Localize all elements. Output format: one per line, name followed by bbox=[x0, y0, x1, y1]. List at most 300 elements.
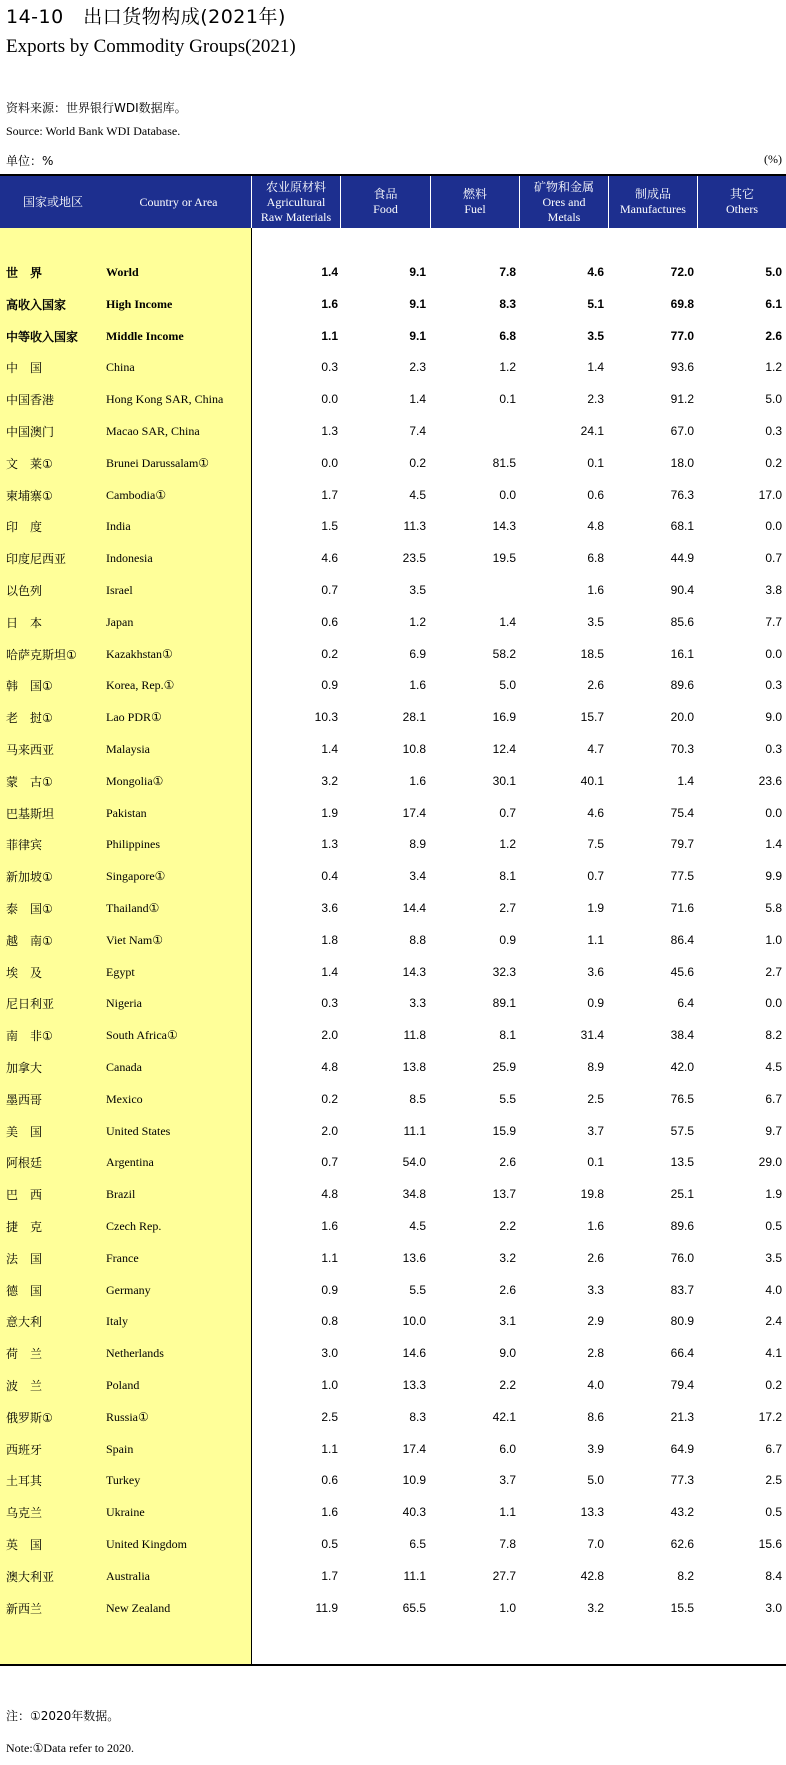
row-value: 0.2 bbox=[765, 1378, 782, 1392]
row-value: 1.4 bbox=[409, 392, 426, 407]
table-row bbox=[0, 1210, 786, 1242]
row-value: 7.0 bbox=[587, 1537, 604, 1551]
row-value: 13.3 bbox=[580, 1505, 604, 1520]
row-value: 0.0 bbox=[321, 455, 338, 470]
row-value: 3.2 bbox=[499, 1250, 516, 1265]
row-value: 2.7 bbox=[765, 964, 782, 979]
row-value: 15.9 bbox=[492, 1123, 516, 1138]
row-country-cn: 马来西亚 bbox=[6, 743, 55, 757]
table-row bbox=[0, 797, 786, 829]
row-value: 1.6 bbox=[321, 1219, 338, 1233]
row-value: 6.8 bbox=[499, 328, 516, 343]
row-value: 89.6 bbox=[670, 678, 694, 693]
row-value: 4.5 bbox=[409, 487, 426, 502]
row-country-cn: 文 莱① bbox=[6, 456, 53, 471]
row-value: 42.8 bbox=[580, 1568, 604, 1583]
row-value: 3.2 bbox=[587, 1600, 604, 1615]
row-country-cn: 捷 克 bbox=[6, 1220, 43, 1234]
row-value: 75.4 bbox=[670, 805, 694, 820]
row-value: 72.0 bbox=[670, 265, 694, 279]
row-value: 40.3 bbox=[402, 1505, 426, 1520]
row-country-en: Spain bbox=[106, 1441, 134, 1456]
row-value: 1.1 bbox=[499, 1505, 516, 1520]
header-others: 其它 Others bbox=[697, 176, 786, 228]
row-value: 0.0 bbox=[499, 487, 516, 502]
row-value: 0.2 bbox=[765, 455, 782, 470]
header-fuel: 燃料 Fuel bbox=[430, 176, 519, 228]
table-row bbox=[0, 1019, 786, 1051]
row-country-cn: 中国澳门 bbox=[6, 425, 55, 439]
row-value: 1.5 bbox=[321, 519, 338, 534]
row-value: 1.2 bbox=[765, 360, 782, 375]
row-value: 2.2 bbox=[499, 1219, 516, 1233]
row-country-cn: 世 界 bbox=[6, 266, 43, 280]
row-value: 8.2 bbox=[765, 1028, 782, 1043]
row-country-cn: 荷 兰 bbox=[6, 1347, 43, 1362]
row-value: 8.3 bbox=[499, 296, 516, 311]
row-value: 1.7 bbox=[321, 1568, 338, 1583]
row-value: 5.5 bbox=[409, 1282, 426, 1297]
row-value: 17.2 bbox=[758, 1409, 782, 1424]
page-title-en: Exports by Commodity Groups(2021) bbox=[6, 36, 296, 57]
row-country-en: Philippines bbox=[106, 837, 161, 852]
row-country-en: Canada bbox=[106, 1060, 142, 1074]
row-value: 91.2 bbox=[670, 392, 694, 407]
row-value: 0.9 bbox=[587, 996, 604, 1011]
row-value: 1.4 bbox=[765, 837, 782, 852]
row-country-cn: 印 度 bbox=[6, 520, 43, 535]
row-country-cn: 尼日利亚 bbox=[6, 997, 55, 1012]
row-value: 3.5 bbox=[765, 1250, 782, 1265]
row-value: 11.8 bbox=[403, 1028, 426, 1043]
row-value: 2.5 bbox=[765, 1473, 782, 1488]
table-row bbox=[0, 892, 786, 924]
row-value: 5.0 bbox=[765, 392, 782, 407]
row-country-en: Turkey bbox=[106, 1473, 141, 1488]
row-value: 2.3 bbox=[409, 360, 426, 375]
row-country-cn: 加拿大 bbox=[6, 1061, 43, 1075]
row-value: 30.1 bbox=[492, 773, 516, 788]
row-value: 25.1 bbox=[670, 1187, 694, 1202]
row-value: 4.5 bbox=[765, 1060, 782, 1074]
row-value: 0.5 bbox=[765, 1219, 782, 1233]
row-country-cn: 土耳其 bbox=[6, 1474, 43, 1489]
row-country-en: Kazakhstan① bbox=[106, 646, 173, 661]
row-value: 0.1 bbox=[587, 1155, 604, 1170]
row-value: 4.1 bbox=[765, 1346, 782, 1361]
row-value: 2.7 bbox=[499, 901, 516, 915]
row-country-cn: 越 南① bbox=[6, 933, 53, 948]
row-country-cn: 新西兰 bbox=[6, 1601, 43, 1616]
row-country-en: Middle Income bbox=[106, 328, 184, 343]
table-row bbox=[0, 956, 786, 988]
row-value: 5.1 bbox=[587, 296, 604, 311]
row-country-en: United Kingdom bbox=[106, 1537, 187, 1551]
row-value: 8.2 bbox=[677, 1568, 694, 1583]
row-country-en: Pakistan bbox=[106, 805, 147, 820]
table-row bbox=[0, 1051, 786, 1083]
row-value: 81.5 bbox=[492, 455, 516, 470]
source-cn: 资料来源：世界银行WDI数据库。 bbox=[6, 101, 187, 115]
row-value: 9.9 bbox=[765, 869, 782, 884]
row-value: 77.3 bbox=[670, 1473, 694, 1488]
row-value: 5.8 bbox=[765, 901, 782, 915]
row-value: 7.4 bbox=[409, 424, 426, 438]
row-country-en: Cambodia① bbox=[106, 487, 167, 502]
row-value: 64.9 bbox=[670, 1441, 694, 1456]
row-value: 19.8 bbox=[580, 1187, 604, 1202]
row-country-cn: 英 国 bbox=[6, 1538, 43, 1552]
row-country-cn: 巴 西 bbox=[6, 1188, 43, 1203]
row-value: 21.3 bbox=[670, 1409, 694, 1424]
row-value: 10.8 bbox=[402, 742, 426, 756]
row-value: 1.4 bbox=[321, 742, 338, 756]
row-value: 10.3 bbox=[314, 710, 338, 725]
row-country-cn: 俄罗斯① bbox=[6, 1410, 53, 1425]
row-value: 3.1 bbox=[499, 1314, 516, 1329]
row-country-en: Israel bbox=[106, 583, 133, 597]
row-value: 23.5 bbox=[402, 551, 426, 566]
table-row bbox=[0, 383, 786, 415]
row-value: 1.4 bbox=[321, 964, 338, 979]
row-value: 0.7 bbox=[321, 583, 338, 597]
row-country-en: Argentina bbox=[106, 1155, 154, 1170]
row-country-en: Singapore① bbox=[106, 869, 166, 884]
row-value: 1.1 bbox=[321, 328, 338, 343]
row-value: 27.7 bbox=[492, 1568, 516, 1583]
row-value: 9.1 bbox=[409, 265, 426, 279]
row-country-cn: 墨西哥 bbox=[6, 1092, 43, 1107]
row-value: 0.7 bbox=[587, 869, 604, 884]
row-country-cn: 以色列 bbox=[6, 584, 43, 598]
row-country-cn: 柬埔寨① bbox=[6, 488, 53, 503]
row-value: 32.3 bbox=[492, 964, 516, 979]
row-value: 0.0 bbox=[321, 392, 338, 407]
row-country-en: India bbox=[106, 519, 131, 534]
table-row bbox=[0, 987, 786, 1019]
row-value: 1.3 bbox=[321, 424, 338, 438]
row-value: 0.6 bbox=[587, 487, 604, 502]
table-row bbox=[0, 574, 786, 606]
row-value: 15.7 bbox=[580, 710, 604, 725]
footnote-en: Note:①Data refer to 2020. bbox=[6, 1741, 135, 1755]
row-value: 2.6 bbox=[499, 1282, 516, 1297]
row-value: 0.9 bbox=[321, 1282, 338, 1297]
row-value: 20.0 bbox=[670, 710, 694, 725]
row-value: 24.1 bbox=[580, 424, 604, 438]
row-value: 5.0 bbox=[587, 1473, 604, 1488]
row-country-cn: 中 国 bbox=[6, 361, 43, 376]
footnote-cn: 注：①2020年数据。 bbox=[6, 1709, 120, 1723]
table-row bbox=[0, 1496, 786, 1528]
row-value: 8.1 bbox=[499, 1028, 516, 1043]
row-value: 4.0 bbox=[587, 1378, 604, 1392]
row-country-en: New Zealand bbox=[106, 1600, 171, 1615]
row-value: 8.3 bbox=[409, 1409, 426, 1424]
row-value: 3.7 bbox=[587, 1123, 604, 1138]
row-country-en: Brunei Darussalam① bbox=[106, 455, 210, 470]
row-value: 6.0 bbox=[499, 1441, 516, 1456]
table-row bbox=[0, 1305, 786, 1337]
row-value: 3.4 bbox=[409, 869, 426, 884]
row-value: 3.7 bbox=[499, 1473, 516, 1488]
row-value: 6.4 bbox=[677, 996, 694, 1011]
row-value: 4.0 bbox=[765, 1282, 782, 1297]
row-value: 11.9 bbox=[315, 1600, 338, 1615]
row-value: 70.3 bbox=[670, 742, 694, 756]
row-value: 77.0 bbox=[670, 328, 694, 343]
row-value: 57.5 bbox=[670, 1123, 694, 1138]
row-country-en: Korea, Rep.① bbox=[106, 678, 175, 693]
row-country-cn: 新加坡① bbox=[6, 870, 53, 885]
row-value: 1.6 bbox=[321, 296, 338, 311]
table-row bbox=[0, 1592, 786, 1624]
row-value: 1.9 bbox=[587, 901, 604, 915]
row-country-cn: 阿根廷 bbox=[6, 1156, 43, 1171]
row-country-cn: 美 国 bbox=[6, 1124, 43, 1139]
row-value: 1.7 bbox=[321, 487, 338, 502]
table-row bbox=[0, 1178, 786, 1210]
row-value: 58.2 bbox=[492, 646, 516, 661]
row-country-en: Mongolia① bbox=[106, 773, 164, 788]
header-country-en: Country or Area bbox=[139, 194, 218, 209]
row-value: 1.8 bbox=[321, 932, 338, 947]
row-value: 6.7 bbox=[765, 1091, 782, 1106]
row-value: 2.6 bbox=[587, 1250, 604, 1265]
row-value: 0.3 bbox=[321, 996, 338, 1011]
row-country-cn: 波 兰 bbox=[6, 1379, 43, 1393]
row-value: 14.6 bbox=[402, 1346, 426, 1361]
row-value: 15.6 bbox=[758, 1537, 782, 1551]
row-country-en: France bbox=[106, 1250, 139, 1265]
row-country-cn: 意大利 bbox=[6, 1315, 43, 1330]
row-value: 1.6 bbox=[587, 1219, 604, 1233]
row-value: 13.6 bbox=[402, 1250, 426, 1265]
row-country-cn: 巴基斯坦 bbox=[6, 806, 55, 821]
row-value: 0.7 bbox=[499, 805, 516, 820]
row-value: 34.8 bbox=[402, 1187, 426, 1202]
row-country-en: Egypt bbox=[106, 964, 135, 979]
row-country-cn: 日 本 bbox=[6, 615, 43, 630]
row-value: 42.1 bbox=[492, 1409, 516, 1424]
row-value: 0.6 bbox=[321, 614, 338, 629]
row-value: 31.4 bbox=[580, 1028, 604, 1043]
row-value: 1.3 bbox=[321, 837, 338, 852]
row-value: 62.6 bbox=[670, 1537, 694, 1551]
page-title-cn: 14-10 出口货物构成(2021年) bbox=[6, 6, 286, 28]
table-bottom-rule bbox=[0, 1664, 786, 1666]
row-value: 71.6 bbox=[670, 901, 694, 915]
row-country-en: Mexico bbox=[106, 1091, 143, 1106]
row-value: 3.3 bbox=[587, 1282, 604, 1297]
table-row bbox=[0, 1464, 786, 1496]
row-value: 0.1 bbox=[499, 392, 516, 407]
row-value: 0.7 bbox=[321, 1155, 338, 1170]
row-value: 1.4 bbox=[677, 773, 694, 788]
row-value: 1.4 bbox=[499, 614, 516, 629]
row-value: 1.6 bbox=[409, 773, 426, 788]
row-value: 7.8 bbox=[499, 1537, 516, 1551]
row-value: 4.5 bbox=[409, 1219, 426, 1233]
row-value: 13.8 bbox=[402, 1060, 426, 1074]
row-value: 7.5 bbox=[587, 837, 604, 852]
row-value: 9.1 bbox=[409, 328, 426, 343]
row-value: 2.6 bbox=[765, 328, 782, 343]
row-value: 1.4 bbox=[321, 265, 338, 279]
header-food: 食品 Food bbox=[340, 176, 430, 228]
table-row bbox=[0, 1560, 786, 1592]
row-value: 68.1 bbox=[670, 519, 694, 534]
row-value: 5.5 bbox=[499, 1091, 516, 1106]
row-value: 67.0 bbox=[670, 424, 694, 438]
row-value: 54.0 bbox=[402, 1155, 426, 1170]
row-value: 6.9 bbox=[409, 646, 426, 661]
row-value: 18.5 bbox=[580, 646, 604, 661]
table-row bbox=[0, 765, 786, 797]
row-value: 9.1 bbox=[409, 296, 426, 311]
row-country-en: World bbox=[106, 265, 139, 279]
row-country-en: Macao SAR, China bbox=[106, 424, 200, 438]
row-value: 3.9 bbox=[587, 1441, 604, 1456]
row-value: 1.9 bbox=[321, 805, 338, 820]
row-value: 90.4 bbox=[670, 583, 694, 597]
row-value: 2.9 bbox=[587, 1314, 604, 1329]
unit-label: 单位：% bbox=[6, 154, 54, 168]
row-country-cn: 哈萨克斯坦① bbox=[6, 647, 77, 662]
row-country-en: Netherlands bbox=[106, 1346, 164, 1361]
row-value: 2.3 bbox=[587, 392, 604, 407]
row-value: 2.2 bbox=[499, 1378, 516, 1392]
row-country-cn: 中等收入国家 bbox=[6, 329, 79, 344]
row-value: 3.5 bbox=[409, 583, 426, 597]
unit-percent: (%) bbox=[764, 152, 782, 166]
row-value: 3.2 bbox=[321, 773, 338, 788]
table-row bbox=[0, 733, 786, 765]
row-country-en: Ukraine bbox=[106, 1505, 145, 1520]
row-value: 40.1 bbox=[580, 773, 604, 788]
row-value: 1.1 bbox=[587, 932, 604, 947]
table-row bbox=[0, 638, 786, 670]
table-row bbox=[0, 606, 786, 638]
row-value: 65.5 bbox=[402, 1600, 426, 1615]
row-value: 8.9 bbox=[587, 1060, 604, 1074]
row-value: 3.3 bbox=[409, 996, 426, 1011]
table-row bbox=[0, 1274, 786, 1306]
table-row bbox=[0, 351, 786, 383]
row-value: 15.5 bbox=[670, 1600, 694, 1615]
row-value: 19.5 bbox=[492, 551, 516, 566]
table-row bbox=[0, 701, 786, 733]
row-country-cn: 澳大利亚 bbox=[6, 1569, 55, 1584]
row-value: 4.6 bbox=[587, 805, 604, 820]
row-value: 4.7 bbox=[587, 742, 604, 756]
row-value: 13.5 bbox=[670, 1155, 694, 1170]
row-country-cn: 西班牙 bbox=[6, 1442, 43, 1457]
row-country-en: Italy bbox=[106, 1314, 128, 1329]
row-country-cn: 蒙 古① bbox=[6, 774, 53, 789]
row-value: 4.6 bbox=[321, 551, 338, 566]
row-value: 0.5 bbox=[765, 1505, 782, 1520]
row-country-en: Czech Rep. bbox=[106, 1219, 162, 1233]
row-value: 3.0 bbox=[321, 1346, 338, 1361]
row-value: 10.0 bbox=[402, 1314, 426, 1329]
row-value: 1.0 bbox=[321, 1378, 338, 1392]
row-value: 28.1 bbox=[402, 710, 426, 725]
row-value: 0.2 bbox=[321, 1091, 338, 1106]
row-value: 1.6 bbox=[587, 583, 604, 597]
row-value: 1.6 bbox=[409, 678, 426, 693]
row-value: 6.8 bbox=[587, 551, 604, 566]
row-country-cn: 韩 国① bbox=[6, 679, 53, 694]
row-value: 1.9 bbox=[765, 1187, 782, 1202]
table-row bbox=[0, 479, 786, 511]
table-row bbox=[0, 415, 786, 447]
row-country-cn: 埃 及 bbox=[6, 965, 43, 980]
row-value: 4.8 bbox=[587, 519, 604, 534]
row-value: 89.6 bbox=[670, 1219, 694, 1233]
table-header bbox=[0, 176, 786, 228]
row-country-cn: 中国香港 bbox=[6, 393, 55, 408]
row-country-cn: 高收入国家 bbox=[6, 297, 67, 312]
row-country-en: Japan bbox=[106, 614, 134, 629]
row-value: 2.0 bbox=[321, 1028, 338, 1043]
row-value: 16.9 bbox=[492, 710, 516, 725]
row-value: 86.4 bbox=[670, 932, 694, 947]
row-value: 25.9 bbox=[492, 1060, 516, 1074]
row-value: 17.0 bbox=[758, 487, 782, 502]
table-row bbox=[0, 510, 786, 542]
header-agricultural: 农业原材料 Agricultural Raw Materials bbox=[251, 176, 340, 228]
row-value: 1.2 bbox=[409, 614, 426, 629]
row-value: 8.5 bbox=[409, 1091, 426, 1106]
row-country-en: High Income bbox=[106, 296, 173, 311]
table-row bbox=[0, 1146, 786, 1178]
row-value: 1.6 bbox=[321, 1505, 338, 1520]
row-value: 0.0 bbox=[765, 805, 782, 820]
row-country-cn: 泰 国① bbox=[6, 902, 53, 916]
row-value: 76.5 bbox=[670, 1091, 694, 1106]
row-value: 0.0 bbox=[765, 996, 782, 1011]
row-value: 14.3 bbox=[402, 964, 426, 979]
row-value: 0.7 bbox=[765, 551, 782, 566]
row-value: 1.1 bbox=[321, 1250, 338, 1265]
header-country-cn: 国家或地区 bbox=[22, 194, 83, 209]
row-value: 4.8 bbox=[321, 1187, 338, 1202]
table-row bbox=[0, 542, 786, 574]
row-country-cn: 法 国 bbox=[6, 1251, 43, 1266]
row-value: 77.5 bbox=[670, 869, 694, 884]
row-value: 9.0 bbox=[499, 1346, 516, 1361]
row-value: 8.4 bbox=[765, 1568, 782, 1583]
row-country-cn: 老 挝① bbox=[6, 711, 53, 726]
table-row bbox=[0, 1369, 786, 1401]
row-value: 13.3 bbox=[402, 1378, 426, 1392]
source-en: Source: World Bank WDI Database. bbox=[6, 124, 181, 138]
table-row bbox=[0, 320, 786, 352]
row-value: 2.8 bbox=[587, 1346, 604, 1361]
row-country-en: China bbox=[106, 360, 135, 375]
row-value: 8.8 bbox=[409, 932, 426, 947]
row-value: 93.6 bbox=[670, 360, 694, 375]
row-value: 18.0 bbox=[670, 455, 694, 470]
row-country-en: Thailand① bbox=[106, 901, 160, 915]
row-country-cn: 菲律宾 bbox=[6, 838, 43, 853]
row-value: 4.8 bbox=[321, 1060, 338, 1074]
table-row bbox=[0, 1083, 786, 1115]
row-country-en: Russia① bbox=[106, 1409, 149, 1424]
row-value: 85.6 bbox=[670, 614, 694, 629]
row-value: 8.1 bbox=[499, 869, 516, 884]
